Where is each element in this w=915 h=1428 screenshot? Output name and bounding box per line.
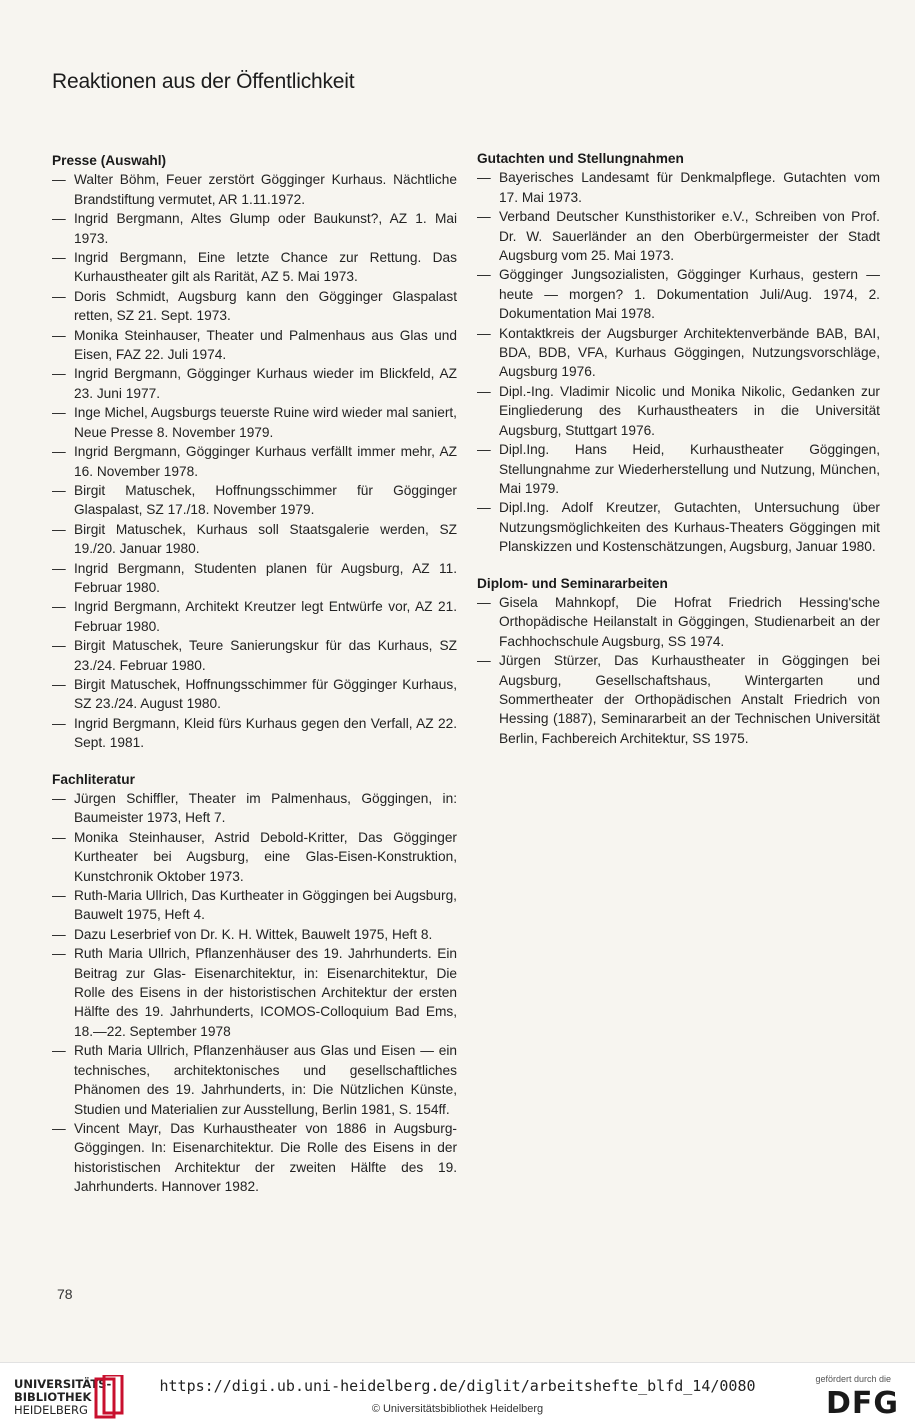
reports-list	[477, 168, 880, 556]
viewer-footer	[0, 1362, 915, 1428]
dash-marker: —	[52, 946, 66, 962]
dash-marker: —	[52, 829, 66, 845]
dash-marker: —	[52, 1120, 66, 1136]
dash-marker: —	[52, 715, 66, 731]
dash-marker: —	[52, 888, 66, 904]
dash-marker: —	[52, 638, 66, 654]
left-column	[52, 151, 457, 1197]
dash-marker: —	[52, 444, 66, 460]
right-column	[477, 149, 880, 748]
list-item	[52, 789, 457, 828]
list-item	[52, 364, 457, 403]
press-heading: Presse (Auswahl)	[52, 153, 167, 168]
list-item	[52, 828, 457, 886]
page-title: Reaktionen aus der Öffentlichkeit	[52, 70, 355, 93]
list-item	[52, 886, 457, 925]
list-item	[477, 168, 880, 207]
entry-text: Gisela Mahnkopf, Die Hofrat Friedrich Hessing'sche Orthopädische Heilanstalt in Göggingen, Studienarbeit an der Fachhochschule Augsburg, SS 1974.	[499, 594, 880, 649]
list-item	[52, 559, 457, 598]
list-item	[477, 324, 880, 382]
entry-text: Inge Michel, Augsburgs teuerste Ruine wird wieder mal saniert, Neue Presse 8. November 1979.	[74, 405, 457, 440]
dash-marker: —	[477, 209, 491, 225]
list-item	[52, 287, 457, 326]
entry-text: Dipl.Ing. Adolf Kreutzer, Gutachten, Untersuchung über Nutzungsmöglichkeiten des Kurhaus-Theaters Göggingen mit Planskizzen und Kostenschätzungen, Augsburg, Januar 1980.	[499, 500, 880, 555]
entry-text: Dipl.-Ing. Vladimir Nicolic und Monika Nikolic, Gedanken zur Eingliederung des Kurhaustheaters in die Universität Augsburg, Stuttgart 1976.	[499, 383, 880, 438]
theses-heading: Diplom- und Seminararbeiten	[477, 575, 668, 591]
list-item	[477, 498, 880, 556]
dfg-logo: DFG	[825, 1386, 899, 1421]
entry-text: Ruth-Maria Ullrich, Das Kurtheater in Göggingen bei Augsburg, Bauwelt 1975, Heft 4.	[74, 888, 457, 923]
entry-text: Bayerisches Landesamt für Denkmalpflege. Gutachten vom 17. Mai 1973.	[499, 170, 880, 205]
entry-text: Ingrid Bergmann, Gögginger Kurhaus wieder im Blickfeld, AZ 23. Juni 1977.	[74, 366, 457, 401]
entry-text: Jürgen Stürzer, Das Kurhaustheater in Göggingen bei Augsburg, Gesellschaftshaus, Wintergarten und Sommertheater der Orthopädischen Anstalt Friedrich von Hessing (1887), Seminararbeit an der Technischen Universität Berlin, Fachbereich Architektur, SS 1975.	[499, 653, 880, 746]
list-item	[52, 675, 457, 714]
list-item	[52, 636, 457, 675]
entry-text: Birgit Matuschek, Kurhaus soll Staatsgalerie werden, SZ 19./20. Januar 1980.	[74, 521, 457, 557]
page-number: 78	[57, 1286, 73, 1302]
funding-note: gefördert durch die	[815, 1374, 891, 1384]
list-item	[477, 265, 880, 323]
library-name-line2: BIBLIOTHEK	[14, 1390, 92, 1404]
entry-text: Ingrid Bergmann, Gögginger Kurhaus verfällt immer mehr, AZ 16. November 1978.	[74, 444, 457, 479]
entry-text: Jürgen Schiffler, Theater im Palmenhaus, Göggingen, in: Baumeister 1973, Heft 7.	[74, 791, 457, 826]
dash-marker: —	[52, 288, 66, 304]
dash-marker: —	[52, 1043, 66, 1059]
entry-text: Ingrid Bergmann, Kleid fürs Kurhaus gegen den Verfall, AZ 22. Sept. 1981.	[74, 715, 457, 751]
dash-marker: —	[477, 500, 491, 516]
dash-marker: —	[52, 211, 66, 227]
list-item	[477, 382, 880, 440]
entry-text: Ingrid Bergmann, Eine letzte Chance zur Rettung. Das Kurhaustheater gilt als Rarität, AZ 5. Mai 1973.	[74, 250, 457, 285]
dash-marker: —	[477, 170, 491, 186]
entry-text: Vincent Mayr, Das Kurhaustheater von 1886 in Augsburg-Göggingen. In: Eisenarchitektur. Die Rolle des Eisens in der historistischen Architektur der zweiten Hälfte des 19. Jahrhunderts. Hannover 1982.	[74, 1120, 457, 1195]
press-list	[52, 170, 457, 752]
entry-text: Verband Deutscher Kunsthistoriker e.V., Schreiben von Prof. Dr. W. Sauerländer an den Oberbürgermeister der Stadt Augsburg vom 25. Mai 1973.	[499, 209, 880, 264]
list-item	[52, 1041, 457, 1119]
list-item	[52, 170, 457, 209]
list-item	[52, 520, 457, 559]
literature-section	[52, 770, 457, 1197]
copyright-notice: © Universitätsbibliothek Heidelberg	[371, 1403, 544, 1415]
reports-heading: Gutachten und Stellungnahmen	[477, 151, 684, 166]
entry-text: Walter Böhm, Feuer zerstört Gögginger Kurhaus. Nächtliche Brandstiftung vermutet, AR 1.11.1972.	[74, 172, 457, 207]
entry-text: Birgit Matuschek, Hoffnungsschimmer für Gögginger Glaspalast, SZ 17./18. November 1979.	[74, 482, 457, 518]
list-item	[52, 1119, 457, 1197]
entry-text: Dipl.Ing. Hans Heid, Kurhaustheater Göggingen, Stellungnahme zur Wiederherstellung und Nutzung, München, Mai 1979.	[499, 442, 880, 496]
dash-marker: —	[52, 599, 66, 615]
theses-list	[477, 593, 880, 748]
entry-text: Doris Schmidt, Augsburg kann den Gögginger Glaspalast retten, SZ 21. Sept. 1973.	[74, 288, 457, 324]
list-item	[52, 442, 457, 481]
list-item	[52, 403, 457, 442]
list-item	[52, 944, 457, 1041]
entry-text: Gögginger Jungsozialisten, Gögginger Kurhaus, gestern — heute — morgen? 1. Dokumentation Juli/Aug. 1974, 2. Dokumentation Mai 1978.	[499, 267, 880, 322]
dash-marker: —	[52, 405, 66, 421]
entry-text: Ruth Maria Ullrich, Pflanzenhäuser des 19. Jahrhunderts. Ein Beitrag zur Glas- Eisenarchitektur, in: Eisenarchitektur, Die Rolle des Eisens in der historistischen Architektur der ersten Hälfte des 19. Jahrhunderts, ICOMOS-Colloquium Bad Ems, 18.—22. September 1978	[74, 946, 457, 1039]
dash-marker: —	[52, 560, 66, 576]
list-item	[52, 714, 457, 753]
entry-text: Ingrid Bergmann, Altes Glump oder Baukunst?, AZ 1. Mai 1973.	[74, 211, 457, 246]
entry-text: Ingrid Bergmann, Architekt Kreutzer legt Entwürfe vor, AZ 21. Februar 1980.	[74, 599, 457, 634]
press-section	[52, 151, 457, 753]
list-item	[52, 248, 457, 287]
dash-marker: —	[477, 442, 491, 458]
list-item	[477, 651, 880, 748]
entry-text: Dazu Leserbrief von Dr. K. H. Wittek, Bauwelt 1975, Heft 8.	[74, 926, 433, 942]
entry-text: Ingrid Bergmann, Studenten planen für Augsburg, AZ 11. Februar 1980.	[74, 560, 457, 595]
theses-section	[477, 574, 880, 749]
dash-marker: —	[477, 594, 491, 610]
library-name-line1: UNIVERSITÄTS-	[14, 1377, 112, 1391]
list-item	[52, 925, 457, 944]
dash-marker: —	[52, 250, 66, 266]
list-item	[52, 209, 457, 248]
dash-marker: —	[477, 383, 491, 399]
entry-text: Birgit Matuschek, Teure Sanierungskur für das Kurhaus, SZ 23./24. Februar 1980.	[74, 638, 457, 673]
dash-marker: —	[52, 676, 66, 692]
permalink-url[interactable]: https://digi.ub.uni-heidelberg.de/diglit/arbeitshefte_blfd_14/0080	[159, 1377, 756, 1395]
dash-marker: —	[52, 172, 66, 188]
list-item	[477, 207, 880, 265]
list-item	[477, 593, 880, 651]
list-item	[52, 481, 457, 520]
reports-section	[477, 149, 880, 557]
dash-marker: —	[52, 327, 66, 343]
dash-marker: —	[52, 521, 66, 537]
dash-marker: —	[52, 926, 66, 942]
dash-marker: —	[52, 791, 66, 806]
dash-marker: —	[52, 366, 66, 382]
entry-text: Monika Steinhauser, Theater und Palmenhaus aus Glas und Eisen, FAZ 22. Juli 1974.	[74, 327, 457, 363]
entry-text: Kontaktkreis der Augsburger Architektenverbände BAB, BAI, BDA, BDB, VFA, Kurhaus Göggingen, Nutzungsvorschläge, Augsburg 1976.	[499, 325, 880, 380]
dash-marker: —	[477, 653, 491, 669]
entry-text: Birgit Matuschek, Hoffnungsschimmer für Gögginger Kurhaus, SZ 23./24. August 1980.	[74, 676, 457, 712]
dash-marker: —	[477, 325, 491, 341]
list-item	[52, 597, 457, 636]
literature-heading: Fachliteratur	[52, 771, 135, 787]
entry-text: Ruth Maria Ullrich, Pflanzenhäuser aus Glas und Eisen — ein technisches, architektonisches und gesellschaftliches Phänomen des 19. Jahrhunderts, in: Die Nützlichen Künste, Studien und Materialien zur Ausstellung, Berlin 1981, S. 154ff.	[74, 1043, 457, 1117]
list-item	[52, 326, 457, 365]
list-item	[477, 440, 880, 498]
library-name-line3: HEIDELBERG	[14, 1403, 88, 1417]
dash-marker: —	[52, 482, 66, 498]
entry-text: Monika Steinhauser, Astrid Debold-Kritter, Das Gögginger Kurtheater bei Augsburg, eine Glas-Eisen-Konstruktion, Kunstchronik Oktober 1973.	[74, 829, 457, 884]
literature-list	[52, 789, 457, 1197]
dash-marker: —	[477, 267, 491, 283]
